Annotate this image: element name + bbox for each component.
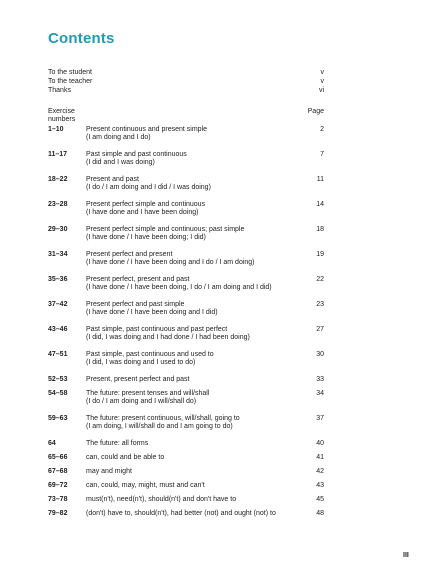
topic-cell: [86, 376, 302, 390]
page-ref: 23: [316, 301, 324, 308]
topic-cell: [86, 176, 302, 201]
contents-row[interactable]: [48, 468, 324, 482]
page-ref: 33: [316, 376, 324, 383]
page-ref: 19: [316, 251, 324, 258]
front-matter-label: Thanks: [48, 87, 71, 94]
topic-examples: (I am doing and I do): [86, 134, 151, 141]
topic-examples: (I did, I was doing and I had done / I had been doing): [86, 334, 250, 341]
contents-row[interactable]: [48, 482, 324, 496]
contents-row[interactable]: [48, 415, 324, 440]
front-matter-page: v: [320, 78, 324, 85]
topic-examples: (I have done / I have been doing and I did): [86, 309, 218, 316]
exercise-range: 23–28: [48, 201, 68, 208]
topic-cell: [86, 496, 302, 510]
topic-title: Present perfect simple and continuous: [86, 201, 206, 208]
contents-row[interactable]: [48, 226, 324, 251]
topic-examples: (I did, I was doing and I used to do): [86, 359, 196, 366]
page-ref: 45: [316, 496, 324, 503]
front-matter-item[interactable]: [48, 68, 324, 77]
topic-title: must(n't), need(n't), should(n't) and don't have to: [86, 496, 237, 503]
topic-title: Present perfect, present and past: [86, 276, 190, 283]
page-ref: 48: [316, 510, 324, 517]
exercise-numbers-heading: Exercise numbers: [48, 108, 76, 123]
exercise-range: 11–17: [48, 151, 68, 158]
page-ref: 27: [316, 326, 324, 333]
topic-title: Present, present perfect and past: [86, 376, 190, 383]
topic-cell: [86, 301, 302, 326]
contents-row[interactable]: [48, 376, 324, 390]
contents-row[interactable]: [48, 126, 324, 151]
contents-row[interactable]: [48, 454, 324, 468]
topic-cell: [86, 440, 302, 454]
exercise-range: 1–10: [48, 126, 64, 133]
contents-row[interactable]: [48, 510, 324, 524]
exercise-range: 79–82: [48, 510, 68, 517]
front-matter-page: vi: [318, 87, 324, 94]
topic-title: Past simple, past continuous and past perfect: [86, 326, 228, 333]
front-matter-item[interactable]: [48, 77, 324, 86]
topic-cell: [86, 126, 302, 151]
exercise-range: 59–63: [48, 415, 68, 422]
page-ref: 11: [316, 176, 324, 183]
contents-row[interactable]: [48, 390, 324, 415]
page-ref: 40: [316, 440, 324, 447]
topic-title: Past simple and past continuous: [86, 151, 187, 158]
page-ref: 30: [316, 351, 324, 358]
page-ref: 22: [316, 276, 324, 283]
exercise-range: 65–66: [48, 454, 68, 461]
page-title: Contents: [48, 30, 115, 47]
topic-cell: [86, 510, 302, 524]
contents-row[interactable]: [48, 326, 324, 351]
topic-examples: (I have done and I have been doing): [86, 209, 199, 216]
topic-cell: [86, 151, 302, 176]
topic-title: may and might: [86, 468, 132, 475]
contents-row[interactable]: [48, 251, 324, 276]
contents-row[interactable]: [48, 301, 324, 326]
topic-cell: [86, 351, 302, 376]
topic-examples: (I do / I am doing and I did / I was doing): [86, 184, 211, 191]
topic-examples: (I am doing, I will/shall do and I am going to do): [86, 423, 233, 430]
contents-row[interactable]: [48, 201, 324, 226]
exercise-range: 29–30: [48, 226, 68, 233]
contents-row[interactable]: [48, 176, 324, 201]
topic-title: Past simple, past continuous and used to: [86, 351, 214, 358]
topic-cell: [86, 390, 302, 415]
page-ref: 42: [316, 468, 324, 475]
exercise-range: 67–68: [48, 468, 68, 475]
page-ref: 41: [316, 454, 324, 461]
exercise-range: 47–51: [48, 351, 68, 358]
front-matter-list: [48, 68, 324, 95]
front-matter-page: v: [320, 69, 324, 76]
topic-title: Present perfect and present: [86, 251, 173, 258]
exercise-range: 37–42: [48, 301, 68, 308]
page-heading: Page: [307, 108, 324, 115]
contents-row[interactable]: [48, 151, 324, 176]
page-ref: 14: [316, 201, 324, 208]
topic-title: Present and past: [86, 176, 139, 183]
topic-cell: [86, 415, 302, 440]
topic-title: Present perfect and past simple: [86, 301, 185, 308]
contents-table: [48, 126, 324, 524]
front-matter-label: To the student: [48, 69, 92, 76]
topic-cell: [86, 454, 302, 468]
contents-row[interactable]: [48, 496, 324, 510]
page-ref: 18: [316, 226, 324, 233]
topic-examples: (I did and I was doing): [86, 159, 155, 166]
topic-examples: (I have done / I have been doing, I do / I am doing and I did): [86, 284, 272, 291]
exercise-range: 18–22: [48, 176, 68, 183]
topic-cell: [86, 468, 302, 482]
topic-cell: [86, 251, 302, 276]
front-matter-label: To the teacher: [48, 78, 93, 85]
topic-cell: [86, 482, 302, 496]
topic-title: The future: all forms: [86, 440, 149, 447]
exercise-range: 64: [48, 440, 56, 447]
page-number: III: [403, 552, 409, 559]
topic-cell: [86, 276, 302, 301]
page-ref: 34: [316, 390, 324, 397]
topic-cell: [86, 201, 302, 226]
exercise-range: 73–78: [48, 496, 68, 503]
topic-cell: [86, 326, 302, 351]
page-ref: 37: [316, 415, 324, 422]
contents-row[interactable]: [48, 351, 324, 376]
topic-title: Present perfect simple and continuous; past simple: [86, 226, 245, 233]
topic-examples: (I have done / I have been doing and I do / I am doing): [86, 259, 255, 266]
exercise-range: 31–34: [48, 251, 68, 258]
topic-title: (don't) have to, should(n't), had better (not) and ought (not) to: [86, 510, 276, 517]
page-ref: 2: [320, 126, 324, 133]
topic-title: Present continuous and present simple: [86, 126, 208, 133]
exercise-range: 69–72: [48, 482, 68, 489]
topic-title: can, could and be able to: [86, 454, 165, 461]
topic-cell: [86, 226, 302, 251]
topic-title: The future: present continuous, will/shall, going to: [86, 415, 240, 422]
exercise-range: 52–53: [48, 376, 68, 383]
topic-examples: (I do / I am doing and I will/shall do): [86, 398, 197, 405]
page-ref: 7: [320, 151, 324, 158]
exercise-range: 54–58: [48, 390, 68, 397]
contents-row[interactable]: [48, 276, 324, 301]
front-matter-item[interactable]: [48, 86, 324, 95]
contents-row[interactable]: [48, 440, 324, 454]
page-ref: 43: [316, 482, 324, 489]
exercise-range: 35–36: [48, 276, 68, 283]
topic-title: The future: present tenses and will/shall: [86, 390, 210, 397]
exercise-range: 43–46: [48, 326, 68, 333]
topic-title: can, could, may, might, must and can't: [86, 482, 205, 489]
topic-examples: (I have done / I have been doing; I did): [86, 234, 206, 241]
